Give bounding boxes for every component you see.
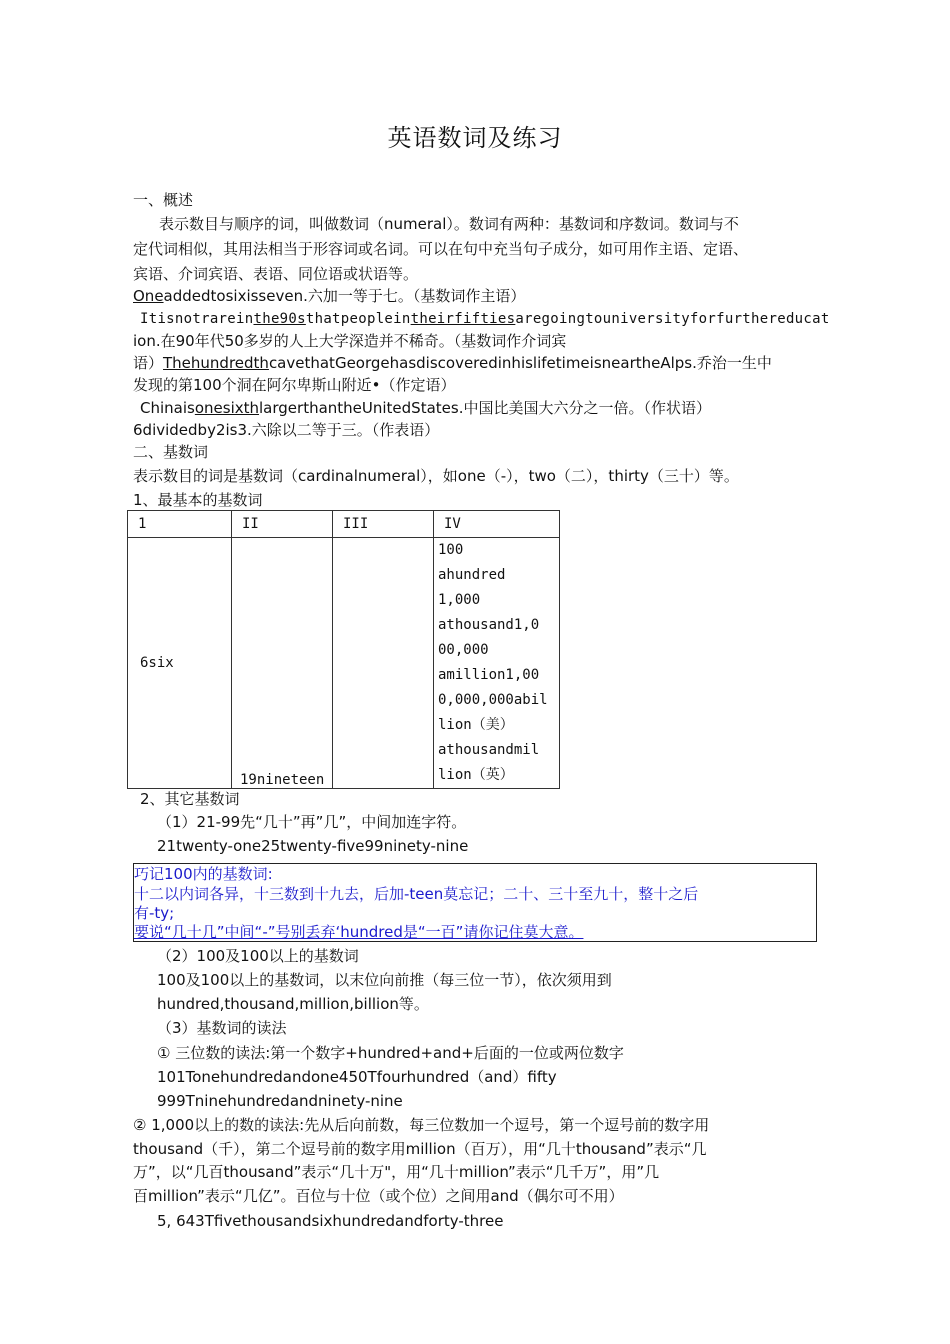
rule-reading-heading: （3）基数词的读法 (157, 1019, 287, 1037)
example-text: Chinais (140, 399, 195, 417)
example-text: aregoingtouniversityforfurthereducat (515, 311, 830, 327)
memo-line: 有-ty; (134, 904, 175, 922)
example-prepositional-object (140, 309, 830, 329)
example-text: addedtosixisseven.六加一等于七。（基数词作主语） (163, 287, 526, 305)
example-text: cavethatGeorgehasdiscoveredinhislifetimeisneartheAlps.乔治一生中 (268, 354, 772, 372)
subsection-basic-cardinals: 1、最基本的基数词 (133, 491, 263, 509)
example-text: 语） (133, 354, 164, 372)
example-text: thatpeoplein (305, 311, 411, 327)
basic-cardinal-table (127, 510, 560, 789)
overview-paragraph-line-1: 表示数目与顺序的词，叫做数词（numeral）。数词有两种：基数词和序数词。数词与不 (159, 215, 739, 233)
table-cell-col2: 19nineteen (232, 538, 333, 789)
document-title: 英语数词及练习 (387, 124, 563, 152)
rule-three-digit-example-1: 101Tonehundredandone450Tfourhundred（and）fifty (157, 1068, 557, 1086)
example-predicative: 6dividedby2is3.六除以二等于三。（作表语） (133, 421, 440, 439)
example-text: Itisnotrarein (140, 311, 254, 327)
rule-21-99: （1）21-99先“几十”再”几”，中间加连字符。 (157, 813, 467, 831)
example-prepositional-object-cont: ion.在90年代50多岁的人上大学深造并不稀奇。（基数词作介词宾 (133, 332, 567, 350)
example-text: largerthantheUnitedStates.中国比美国大六分之一倍。（作状语） (259, 399, 711, 417)
table-header-4: IV (434, 511, 560, 538)
rule-100-text-cont: hundred,thousand,million,billion等。 (157, 995, 429, 1013)
rule-100-text: 100及100以上的基数词，以末位向前推（每三位一节），依次须用到 (157, 971, 612, 989)
table-cell-col3 (333, 538, 434, 789)
table-header-1: 1 (128, 511, 232, 538)
section-heading-cardinal: 二、基数词 (133, 443, 209, 461)
section-heading-overview: 一、概述 (133, 191, 194, 209)
example-attribute (133, 353, 772, 373)
rule-large-number-example: 5, 643Tfivethousandsixhundredandforty-three (157, 1212, 504, 1230)
table-cell-col4: 100 ahundred 1,000 athousand1,0 00,000 amillion1,00 0,000,000abil lion（美） athousandmil lion（英） (434, 538, 560, 789)
overview-paragraph-line-3: 宾语、介词宾语、表语、同位语或状语等。 (133, 265, 419, 283)
rule-100-heading: （2）100及100以上的基数词 (157, 947, 359, 965)
rule-large-number-line-3: 万”，以“几百thousand”表示“几十万"，用“几十million”表示“几千万”，用”几 (133, 1163, 660, 1181)
underlined-word: onesixth (194, 399, 260, 417)
rule-three-digit: ① 三位数的读法:第一个数字+hundred+and+后面的一位或两位数字 (157, 1044, 624, 1062)
rule-three-digit-example-2: 999Tninehundredandninety-nine (157, 1092, 403, 1110)
memo-box (133, 863, 817, 942)
underlined-word: One (133, 287, 164, 305)
example-attribute-cont: 发现的第100个洞在阿尔卑斯山附近•（作定语） (133, 376, 456, 394)
rule-21-99-example: 21twenty-one25twenty-five99ninety-nine (157, 837, 469, 855)
memo-line: 要说“几十几”中间“-”号别丢弃‘hundred是“一百”请你记住莫大意。 (134, 923, 584, 941)
rule-large-number-line-1: ② 1,000以上的数的读法:先从后向前数，每三位数加一个逗号，第一个逗号前的数字用 (133, 1116, 710, 1134)
example-adverbial (140, 398, 711, 418)
rule-large-number-line-4: 百million”表示“几亿”。百位与十位（或个位）之间用and（偶尔可不用） (133, 1187, 624, 1205)
underlined-word: the90s (253, 311, 306, 327)
table-cell-col1: 6six (128, 538, 232, 789)
overview-paragraph-line-2: 定代词相似，其用法相当于形容词或名词。可以在句中充当句子成分，如可用作主语、定语、 (133, 240, 749, 258)
subsection-other-cardinals: 2、其它基数词 (140, 790, 240, 808)
example-subject (133, 286, 525, 306)
underlined-word: Thehundredth (163, 354, 269, 372)
table-header-2: II (232, 511, 333, 538)
underlined-word: theirfifties (410, 311, 516, 327)
rule-large-number-line-2: thousand（千），第二个逗号前的数字用million（百万），用“几十thousand”表示“几 (133, 1140, 707, 1158)
memo-title: 巧记100内的基数词: (134, 865, 273, 883)
memo-line: 十二以内词各异，十三数到十九去，后加-teen莫忘记；二十、三十至九十，整十之后 (134, 885, 699, 903)
cardinal-intro: 表示数目的词是基数词（cardinalnumeral），如one（-），two（二），thirty（三十）等。 (133, 467, 739, 485)
table-header-3: III (333, 511, 434, 538)
